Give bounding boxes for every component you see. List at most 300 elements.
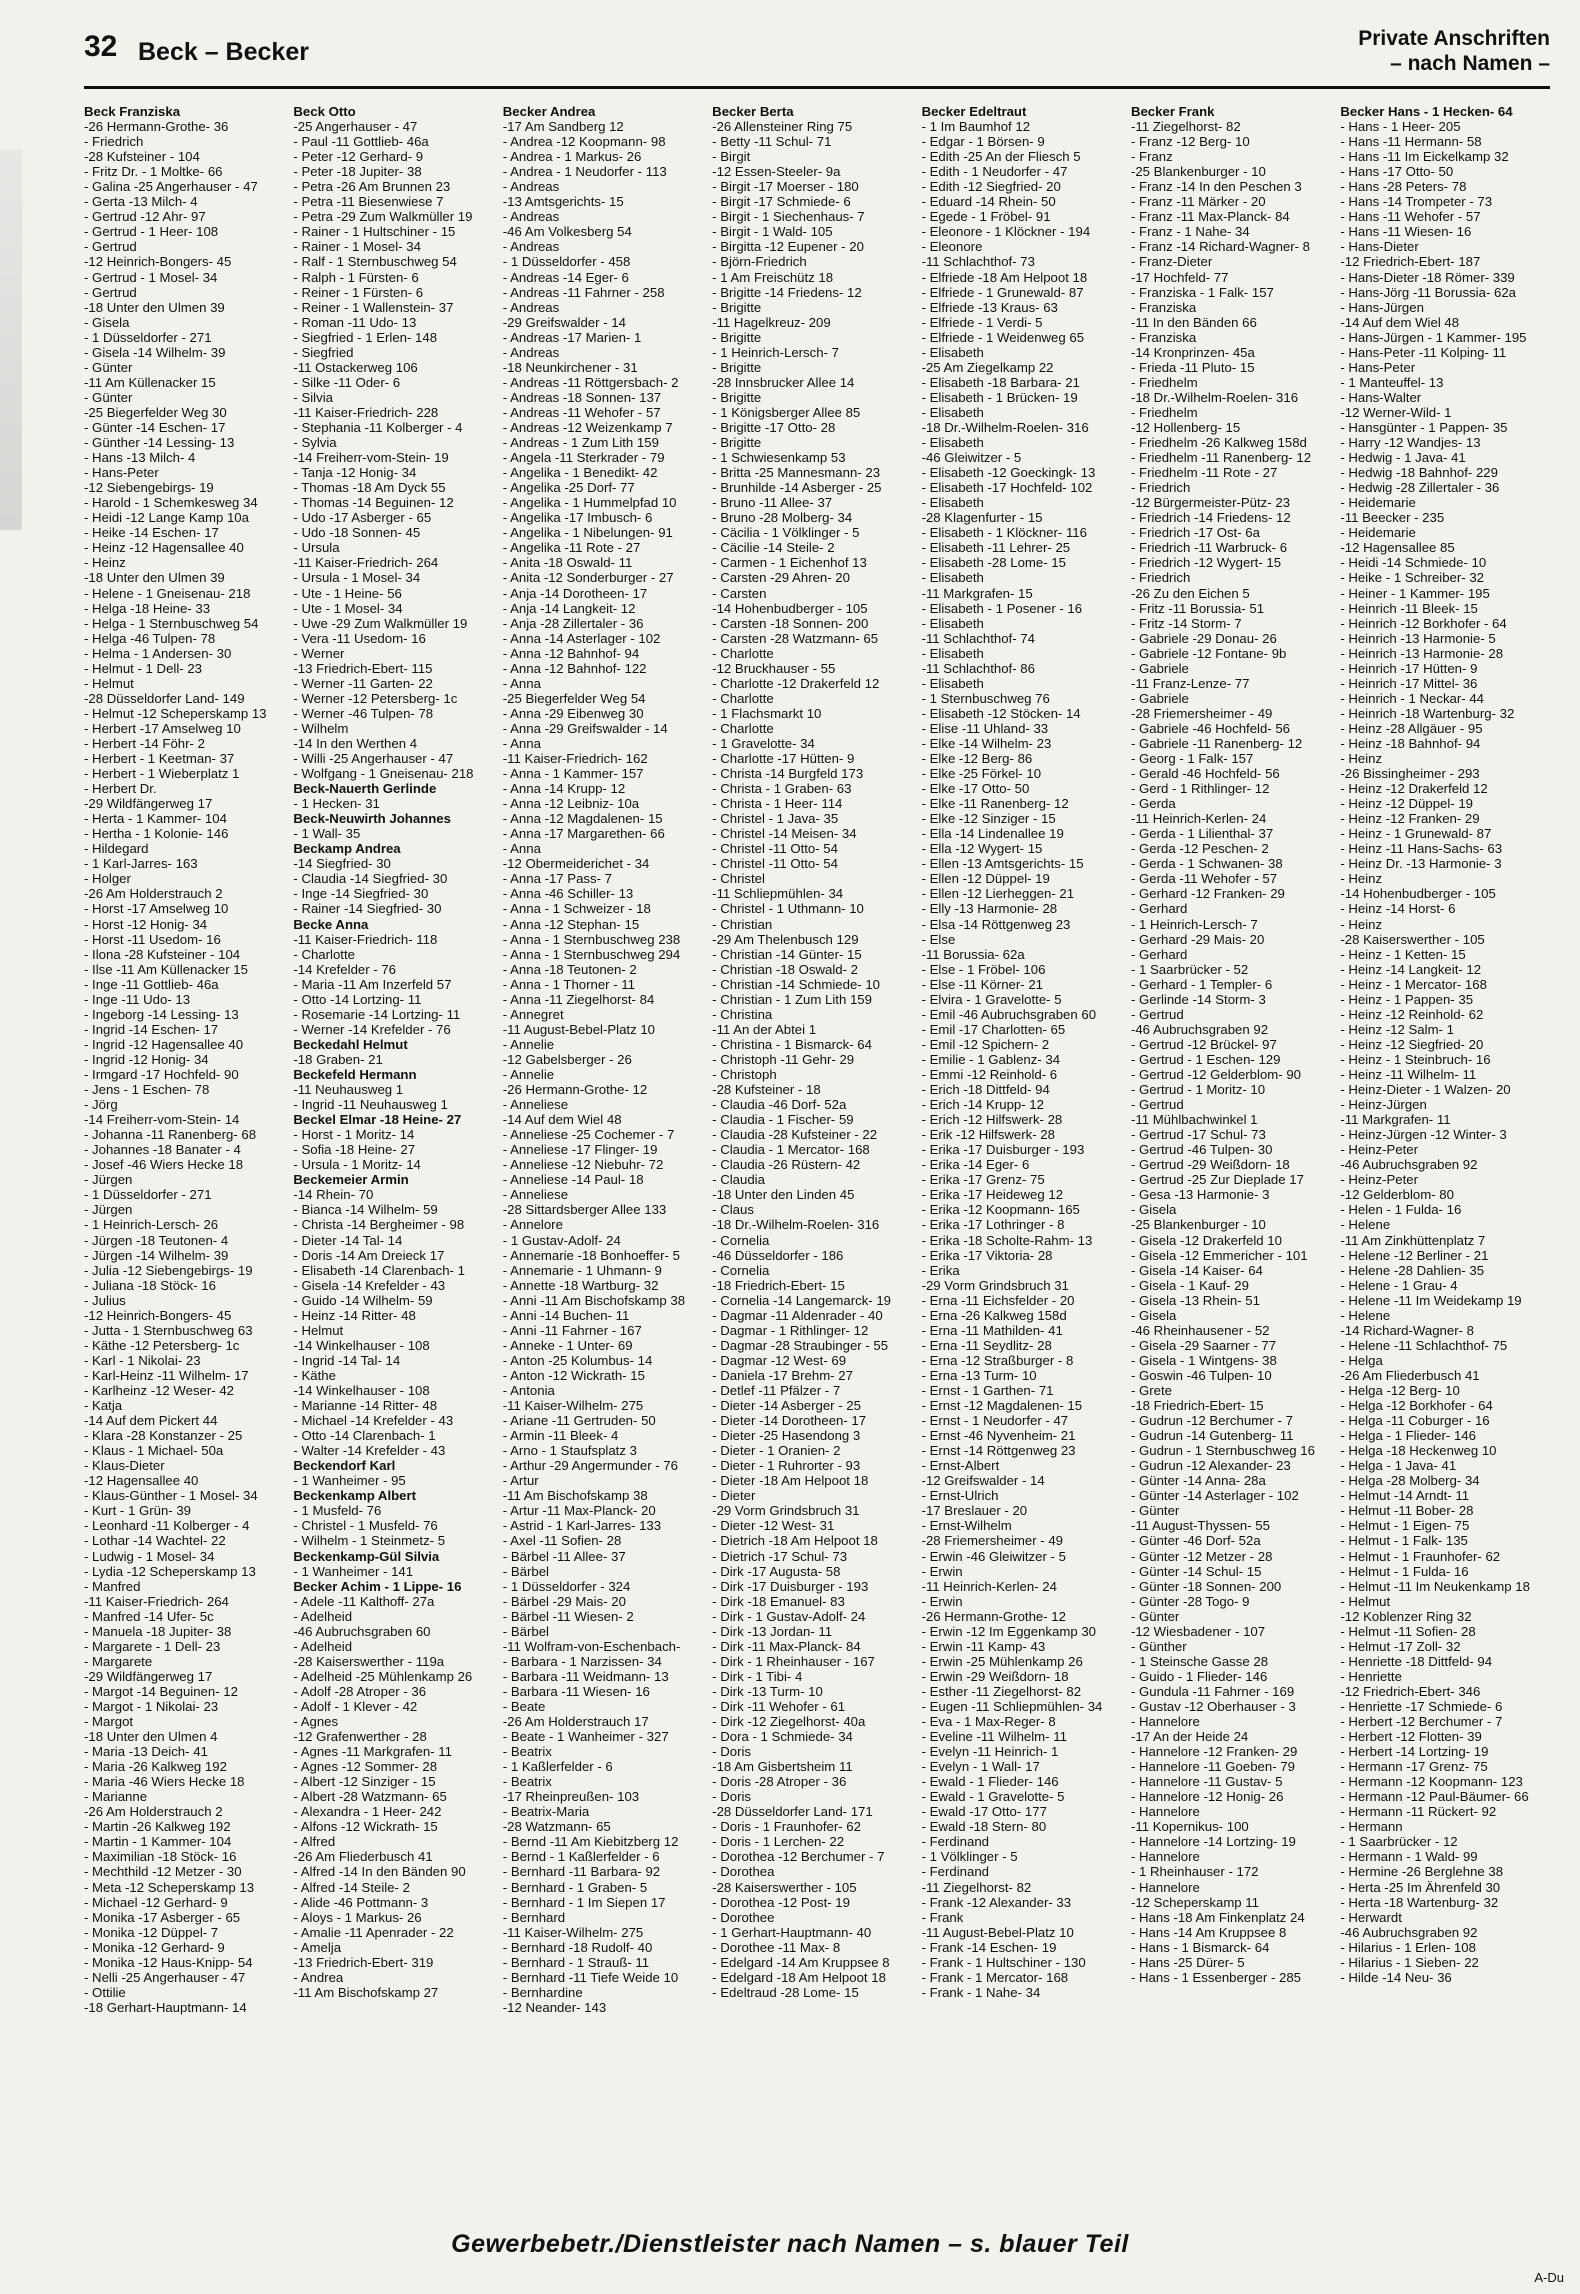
directory-entry: - Alfred — [293, 1834, 336, 1850]
directory-entry: - Helmut -12 Scheperskamp 13 — [84, 705, 267, 721]
directory-entry: - Helene — [1340, 1307, 1391, 1323]
directory-entry: - 1 Saarbrücker - 12 — [1340, 1834, 1458, 1850]
directory-entry: - Amelja — [293, 1939, 342, 1955]
directory-entry: - Elke -11 Ranenberg- 12 — [921, 796, 1069, 812]
directory-entry: - Gisela - 1 Kauf- 29 — [1130, 1277, 1249, 1293]
directory-entry: - Dagmar -28 Straubinger - 55 — [712, 1337, 889, 1353]
directory-entry: - Andreas -18 Sonnen- 137 — [502, 389, 662, 405]
directory-entry: - 1 Am Freischütz 18 — [712, 269, 834, 285]
directory-entry: - Gerda - 1 Lilienthal- 37 — [1130, 826, 1274, 842]
directory-entry: - Dieter — [712, 1488, 756, 1504]
directory-entry: - Dirk -17 Duisburger - 193 — [712, 1578, 869, 1594]
directory-entry: -17 Hochfeld- 77 — [1130, 269, 1229, 285]
directory-entry: - Angelika -25 Dorf- 77 — [502, 480, 635, 496]
directory-entry: -11 August-Bebel-Platz 10 — [502, 1021, 656, 1037]
directory-entry: - Heinz-Peter — [1340, 1142, 1419, 1158]
directory-entry: - Meta -12 Scheperskamp 13 — [84, 1879, 255, 1895]
directory-entry: -28 Kaiserswerther - 105 — [1340, 931, 1485, 947]
directory-entry: - Helmut — [1340, 1593, 1391, 1609]
directory-entry: - Anna -12 Bahnhof- 122 — [502, 660, 647, 676]
directory-entry: - Gerda -11 Wehofer - 57 — [1130, 871, 1278, 887]
directory-entry: - Gerd - 1 Rithlinger- 12 — [1130, 781, 1270, 797]
directory-entry: - Wilhelm — [293, 720, 349, 736]
surname-heading: Becker Achim - 1 Lippe- 16 — [293, 1578, 462, 1594]
directory-entry: - Anneliese — [502, 1097, 569, 1113]
directory-entry: - Anna -12 Leibniz- 10a — [502, 796, 640, 812]
directory-entry: - Tanja -12 Honig- 34 — [293, 465, 417, 481]
directory-entry: -12 Werner-Wild- 1 — [1340, 404, 1452, 420]
directory-entry: - Annelie — [502, 1036, 555, 1052]
directory-entry: - Anneke - 1 Unter- 69 — [502, 1337, 633, 1353]
directory-entry: - Inge -11 Udo- 13 — [84, 991, 191, 1007]
directory-entry: - Hans-Jürgen — [1340, 299, 1424, 315]
directory-entry: - Friedhelm -11 Ranenberg- 12 — [1130, 450, 1312, 466]
directory-entry: - Alfons -12 Wickrath- 15 — [293, 1819, 438, 1835]
directory-entry: - Erich -14 Krupp- 12 — [921, 1097, 1044, 1113]
directory-entry: - Gisela — [84, 314, 130, 330]
directory-entry: - Gerhard -12 Franken- 29 — [1130, 886, 1285, 902]
directory-entry: - Franz — [1130, 149, 1173, 165]
directory-entry: - Ewald - 1 Gravelotte- 5 — [921, 1789, 1065, 1805]
directory-entry: -13 Friedrich-Ebert- 115 — [293, 660, 433, 676]
directory-entry: - Lydia -12 Scheperskamp 13 — [84, 1563, 256, 1579]
directory-entry: - Charlotte — [712, 720, 774, 736]
directory-entry: - Jörg — [84, 1097, 118, 1113]
directory-entry: - Doris -14 Am Dreieck 17 — [293, 1247, 445, 1263]
directory-entry: - Hannelore — [1130, 1804, 1200, 1820]
directory-entry: - Esther -11 Ziegelhorst- 82 — [921, 1683, 1082, 1699]
directory-entry: - Helmut -11 Sofien- 28 — [1340, 1623, 1476, 1639]
directory-entry: - Hans -28 Peters- 78 — [1340, 179, 1467, 195]
directory-entry: - Gertrud - 1 Moritz- 10 — [1130, 1082, 1266, 1098]
directory-entry: - Dagmar - 1 Rithlinger- 12 — [712, 1322, 869, 1338]
directory-entry: -11 Kaiser-Friedrich- 162 — [502, 751, 648, 767]
directory-entry: - Andreas -11 Fahrner - 258 — [502, 284, 665, 300]
directory-entry: - Gertrud — [84, 239, 137, 255]
directory-entry: - Cäcilie -14 Steile- 2 — [712, 540, 835, 556]
directory-entry: -29 Wildfängerweg 17 — [84, 796, 213, 812]
directory-entry: - Holger — [84, 871, 131, 887]
directory-entry: - Gisela - 1 Wintgens- 38 — [1130, 1352, 1277, 1368]
directory-entry: - Christina - 1 Bismarck- 64 — [712, 1036, 872, 1052]
directory-entry: - Bärbel — [502, 1563, 549, 1579]
directory-entry: - Arthur -29 Angermunder - 76 — [502, 1458, 678, 1474]
directory-entry: -11 Am Bischofskamp 38 — [502, 1488, 648, 1504]
directory-entry: - Elisabeth — [921, 435, 984, 451]
directory-entry: - Heike -14 Eschen- 17 — [84, 525, 219, 541]
directory-entry: -11 Kaiser-Wilhelm- 275 — [502, 1924, 644, 1940]
directory-entry: - Thomas -18 Am Dyck 55 — [293, 480, 446, 496]
directory-entry: - Peter -12 Gerhard- 9 — [293, 149, 424, 165]
directory-entry: - Uwe -29 Zum Walkmüller 19 — [293, 615, 468, 631]
directory-entry: - Andreas — [502, 344, 560, 360]
directory-entry: -11 Am Bischofskamp 27 — [293, 1984, 439, 2000]
directory-entry: - Hedwig -28 Zillertaler - 36 — [1340, 480, 1500, 496]
directory-entry: - Friedhelm -26 Kalkweg 158d — [1130, 435, 1307, 451]
directory-entry: - Heinz — [1340, 871, 1383, 887]
directory-entry: - Ernst-Ulrich — [921, 1488, 999, 1504]
directory-entry: -13 Friedrich-Ebert- 319 — [293, 1954, 434, 1970]
directory-entry: - Elisabeth - 1 Brücken- 19 — [921, 389, 1078, 405]
directory-entry: - Jens - 1 Eschen- 78 — [84, 1082, 210, 1098]
surname-heading: Becker Andrea — [502, 104, 596, 119]
directory-column-5 — [922, 104, 1131, 2210]
directory-entry: -11 Schlachthof- 86 — [921, 660, 1035, 676]
directory-entry: - Andreas — [502, 209, 560, 225]
directory-entry: - Heinz -12 Franken- 29 — [1340, 811, 1480, 827]
directory-entry: - 1 Saarbrücker - 52 — [1130, 961, 1249, 977]
directory-entry: - Heinrich -13 Harmonie- 5 — [1340, 630, 1496, 646]
directory-entry: - Maria -46 Wiers Hecke 18 — [84, 1774, 245, 1790]
directory-entry: -25 Blankenburger - 10 — [1130, 164, 1266, 180]
directory-entry: - Erik -12 Hilfswerk- 28 — [921, 1127, 1055, 1143]
directory-entry: - Hilarius - 1 Erlen- 108 — [1340, 1939, 1476, 1955]
directory-entry: - Elisabeth -11 Lehrer- 25 — [921, 540, 1071, 556]
directory-entry: - Elisabeth -12 Stöcken- 14 — [921, 705, 1081, 721]
directory-entry: - Inge -11 Gottlieb- 46a — [84, 976, 219, 992]
directory-entry: - 1 Wall- 35 — [293, 826, 361, 842]
surname-heading: Beckenkamp-Gül Silvia — [293, 1548, 440, 1564]
directory-entry: - Dorothee — [712, 1909, 775, 1925]
directory-entry: - Elvira - 1 Gravelotte- 5 — [921, 991, 1062, 1007]
directory-entry: - Andrea - 1 Neudorfer - 113 — [502, 164, 667, 180]
directory-entry: - Ludwig - 1 Mosel- 34 — [84, 1548, 215, 1564]
directory-entry: - Hans-Jürgen - 1 Kammer- 195 — [1340, 329, 1527, 345]
directory-entry: -18 Unter den Ulmen 4 — [84, 1729, 218, 1745]
directory-entry: - Herbert -17 Amselweg 10 — [84, 720, 241, 736]
directory-entry: -11 Beecker - 235 — [1340, 510, 1445, 526]
directory-entry: - Jürgen — [84, 1202, 133, 1218]
directory-entry: - Hans -13 Milch- 4 — [84, 450, 196, 466]
directory-entry: - Elfriede -18 Am Helpoot 18 — [921, 269, 1088, 285]
directory-entry: - Else -11 Körner- 21 — [921, 976, 1043, 992]
directory-entry: - 1 Hecken- 31 — [293, 796, 380, 812]
directory-entry: - Helmut -11 Im Neukenkamp 18 — [1340, 1578, 1530, 1594]
directory-entry: - Emil -12 Spichern- 2 — [921, 1036, 1050, 1052]
directory-entry: - Monika -12 Haus-Knipp- 54 — [84, 1954, 253, 1970]
directory-entry: - Günther -14 Lessing- 13 — [84, 435, 235, 451]
directory-entry: - Angelika - 1 Benedikt- 42 — [502, 465, 658, 481]
directory-entry: - Angelika -11 Rote - 27 — [502, 540, 641, 556]
directory-entry: - Ewald -17 Otto- 177 — [921, 1804, 1047, 1820]
directory-entry: -28 Kufsteiner - 18 — [712, 1082, 821, 1098]
directory-entry: - Elfriede - 1 Weidenweg 65 — [921, 329, 1085, 345]
directory-entry: - Mechthild -12 Metzer - 30 — [84, 1864, 242, 1880]
directory-entry: - Dirk - 1 Rheinhauser - 167 — [712, 1653, 875, 1669]
directory-entry: -29 Vorm Grindsbruch 31 — [712, 1503, 860, 1519]
directory-entry: - Erna -26 Kalkweg 158d — [921, 1307, 1067, 1323]
directory-entry: - Anni -14 Buchen- 11 — [502, 1307, 630, 1323]
directory-entry: - Helene -11 Im Weidekamp 19 — [1340, 1292, 1522, 1308]
directory-entry: - Bärbel -11 Allee- 37 — [502, 1548, 626, 1564]
directory-entry: - Günter -18 Sonnen- 200 — [1130, 1578, 1282, 1594]
directory-entry: - Brigitte — [712, 389, 762, 405]
directory-entry: - Ingrid -12 Honig- 34 — [84, 1051, 209, 1067]
directory-entry: - Hans - 1 Heer- 205 — [1340, 119, 1461, 135]
directory-entry: - Werner -12 Petersberg- 1c — [293, 690, 458, 706]
directory-entry: -12 Hollenberg- 15 — [1130, 419, 1241, 435]
directory-entry: - Gisela -13 Rhein- 51 — [1130, 1292, 1260, 1308]
directory-entry: - Hermann — [1340, 1819, 1403, 1835]
directory-entry: -11 Schliepmühlen- 34 — [712, 886, 844, 902]
directory-entry: -26 Zu den Eichen 5 — [1130, 585, 1250, 601]
directory-entry: - Elsa -14 Röttgenweg 23 — [921, 916, 1071, 932]
directory-entry: -12 Hagensallee 40 — [84, 1473, 199, 1489]
directory-entry: - Anneliese -12 Niebuhr- 72 — [502, 1157, 664, 1173]
directory-entry: -11 Heinrich-Kerlen- 24 — [1130, 811, 1267, 827]
directory-entry: - Helmut - 1 Eigen- 75 — [1340, 1518, 1470, 1534]
directory-entry: - Henriette — [1340, 1668, 1402, 1684]
directory-entry: -12 Bürgermeister-Pütz- 23 — [1130, 495, 1290, 511]
directory-entry: - Brigitte — [712, 299, 762, 315]
directory-entry: - Heinz-Jürgen -12 Winter- 3 — [1340, 1127, 1507, 1143]
directory-entry: - Petra -11 Biesenwiese 7 — [293, 194, 444, 210]
directory-entry: - 1 Wanheimer - 95 — [293, 1473, 406, 1489]
directory-entry: - Andreas -14 Eger- 6 — [502, 269, 629, 285]
directory-entry: - Helen - 1 Fulda- 16 — [1340, 1202, 1462, 1218]
directory-entry: -11 Ziegelhorst- 82 — [921, 1879, 1032, 1895]
directory-entry: -12 Friedrich-Ebert- 346 — [1340, 1683, 1481, 1699]
directory-entry: - Björn-Friedrich — [712, 254, 807, 270]
directory-entry: - Barbara -11 Wiesen- 16 — [502, 1683, 650, 1699]
directory-entry: - Hans -11 Im Eickelkamp 32 — [1340, 149, 1509, 165]
directory-entry: -12 Grafenwerther - 28 — [293, 1729, 427, 1745]
directory-entry: - Franziska - 1 Falk- 157 — [1130, 284, 1274, 300]
directory-entry: - Heinz-Peter — [1340, 1172, 1419, 1188]
directory-entry: - Elisabeth — [921, 495, 984, 511]
directory-entry: - Artur -11 Max-Planck- 20 — [502, 1503, 656, 1519]
directory-entry: - Edgar - 1 Börsen- 9 — [921, 134, 1045, 150]
directory-entry: - Herbert Dr. — [84, 781, 157, 797]
directory-entry: - Christel -11 Otto- 54 — [712, 856, 838, 872]
directory-entry: -11 Am Zinkhüttenplatz 7 — [1340, 1232, 1486, 1248]
directory-entry: - Gerald -46 Hochfeld- 56 — [1130, 766, 1280, 782]
directory-entry: - Erika -17 Grenz- 75 — [921, 1172, 1045, 1188]
directory-entry: - Andreas — [502, 299, 560, 315]
directory-entry: - Dirk -12 Ziegelhorst- 40a — [712, 1714, 866, 1730]
directory-entry: - Dietrich -17 Schul- 73 — [712, 1548, 848, 1564]
directory-entry: - Julius — [84, 1292, 126, 1308]
directory-entry: -11 Kopernikus- 100 — [1130, 1819, 1249, 1835]
directory-entry: - Doris - 1 Lerchen- 22 — [712, 1834, 845, 1850]
directory-entry: -18 Friedrich-Ebert- 15 — [1130, 1398, 1264, 1414]
directory-entry: - 1 Düsseldorfer - 271 — [84, 329, 212, 345]
directory-entry: - Heinz - 1 Pappen- 35 — [1340, 991, 1474, 1007]
directory-entry: - Werner -46 Tulpen- 78 — [293, 705, 434, 721]
directory-entry: -14 Winkelhauser - 108 — [293, 1382, 430, 1398]
directory-entry: - Helga -11 Coburger - 16 — [1340, 1413, 1490, 1429]
directory-entry: - Guido - 1 Flieder- 146 — [1130, 1668, 1268, 1684]
directory-entry: - Helma - 1 Andersen- 30 — [84, 645, 232, 661]
directory-entry: - Horst - 1 Moritz- 14 — [293, 1127, 415, 1143]
directory-entry: - Heinrich -13 Harmonie- 28 — [1340, 645, 1504, 661]
directory-entry: - Helga — [1340, 1352, 1383, 1368]
directory-entry: -14 Richard-Wagner- 8 — [1340, 1322, 1474, 1338]
directory-entry: - Helga -28 Molberg- 34 — [1340, 1473, 1480, 1489]
surname-heading: Becker Hans - 1 Hecken- 64 — [1340, 104, 1513, 119]
directory-entry: - Hans-Dieter — [1340, 239, 1419, 255]
directory-entry: -28 Watzmann- 65 — [502, 1819, 611, 1835]
directory-entry: - Anja -14 Langkeit- 12 — [502, 600, 636, 616]
directory-entry: - Heidi -12 Lange Kamp 10a — [84, 510, 249, 526]
directory-entry: - Harry -12 Wandjes- 13 — [1340, 435, 1481, 451]
directory-entry: - Harold - 1 Schemkesweg 34 — [84, 495, 258, 511]
directory-entry: - Gertrud - 1 Heer- 108 — [84, 224, 219, 240]
directory-entry: - Juliana -18 Stöck- 16 — [84, 1277, 216, 1293]
directory-entry: -11 Wolfram-von-Eschenbach- — [502, 1638, 681, 1654]
directory-entry: - Erwin — [921, 1563, 963, 1579]
directory-entry: - Anneliese — [502, 1187, 569, 1203]
directory-entry: - Agnes -11 Markgrafen- 11 — [293, 1744, 452, 1760]
directory-entry: - Friedrich -11 Warbruck- 6 — [1130, 540, 1288, 556]
directory-entry: - Beate — [502, 1698, 546, 1714]
directory-entry: - Frank -14 Eschen- 19 — [921, 1939, 1057, 1955]
directory-entry: - Petra -26 Am Brunnen 23 — [293, 179, 451, 195]
directory-entry: - Elisabeth -17 Hochfeld- 102 — [921, 480, 1093, 496]
directory-entry: - Helga - 1 Java- 41 — [1340, 1458, 1457, 1474]
directory-entry: - Heinz - 1 Steinbruch- 16 — [1340, 1051, 1491, 1067]
directory-entry: - Britta -25 Mannesmann- 23 — [712, 465, 881, 481]
directory-entry: - Hermann -17 Grenz- 75 — [1340, 1759, 1488, 1775]
directory-entry: - 1 Gustav-Adolf- 24 — [502, 1232, 621, 1248]
directory-entry: - Andreas -12 Weizenkamp 7 — [502, 419, 673, 435]
directory-entry: - Dirk - 1 Tibi- 4 — [712, 1668, 803, 1684]
directory-entry: - 1 Düsseldorfer - 458 — [502, 254, 631, 270]
directory-entry: - Hannelore — [1130, 1879, 1200, 1895]
directory-entry: - Georg - 1 Falk- 157 — [1130, 751, 1254, 767]
directory-entry: - Bianca -14 Wilhelm- 59 — [293, 1202, 438, 1218]
directory-entry: - Friedrich -14 Friedens- 12 — [1130, 510, 1291, 526]
directory-entry: -18 Am Gisbertsheim 11 — [712, 1759, 853, 1775]
directory-entry: - Doris - 1 Fraunhofer- 62 — [712, 1819, 861, 1835]
directory-entry: - Dirk -17 Augusta- 58 — [712, 1563, 841, 1579]
directory-entry: -12 Heinrich-Bongers- 45 — [84, 254, 232, 270]
directory-entry: - Hans-Peter — [84, 465, 159, 481]
directory-entry: - Helene - 1 Gneisenau- 218 — [84, 585, 251, 601]
directory-entry: - Helmut -11 Bober- 28 — [1340, 1503, 1474, 1519]
directory-entry: - Heiner - 1 Kammer- 195 — [1340, 585, 1490, 601]
directory-entry: - Franz -11 Max-Planck- 84 — [1130, 209, 1290, 225]
directory-entry: -14 Hohenbudberger - 105 — [712, 600, 868, 616]
directory-entry: - Anna -12 Magdalenen- 15 — [502, 811, 663, 827]
directory-entry: - Anna -12 Bahnhof- 94 — [502, 645, 640, 661]
directory-entry: - Gerhard -29 Mais- 20 — [1130, 931, 1265, 947]
directory-entry: - Galina -25 Angerhauser - 47 — [84, 179, 258, 195]
directory-entry: - Hannelore -11 Gustav- 5 — [1130, 1774, 1283, 1790]
directory-entry: - Gabriele -46 Hochfeld- 56 — [1130, 720, 1291, 736]
directory-entry: -11 Schlachthof- 74 — [921, 630, 1035, 646]
directory-entry: - Christoph -11 Gehr- 29 — [712, 1051, 855, 1067]
directory-entry: - Anneliese -25 Cochemer - 7 — [502, 1127, 675, 1143]
directory-entry: -12 Bruckhauser - 55 — [712, 660, 836, 676]
directory-entry: - Christian -14 Günter- 15 — [712, 946, 862, 962]
directory-entry: - Claudia - 1 Fischer- 59 — [712, 1112, 854, 1128]
directory-entry: - Heinz — [1340, 751, 1383, 767]
directory-entry: - Eleonore - 1 Klöckner - 194 — [921, 224, 1091, 240]
directory-entry: - Birgit -17 Moerser - 180 — [712, 179, 859, 195]
directory-entry: - Anna -14 Asterlager - 102 — [502, 630, 661, 646]
directory-entry: - Christel — [712, 871, 765, 887]
directory-entry: - Bernhard -11 Barbara- 92 — [502, 1864, 661, 1880]
directory-columns — [84, 104, 1550, 2210]
directory-entry: - Gerta -13 Milch- 4 — [84, 194, 198, 210]
directory-entry: - Gerda -12 Peschen- 2 — [1130, 841, 1269, 857]
directory-entry: -12 Koblenzer Ring 32 — [1340, 1608, 1472, 1624]
directory-entry: - Hermine -26 Berglehne 38 — [1340, 1864, 1504, 1880]
directory-entry: - Albert -12 Sinziger - 15 — [293, 1774, 436, 1790]
directory-entry: - Marianne — [84, 1789, 148, 1805]
directory-entry: - Agnes — [293, 1714, 339, 1730]
directory-entry: - Frank - 1 Hultschiner - 130 — [921, 1954, 1086, 1970]
directory-entry: - Heinz -14 Langkeit- 12 — [1340, 961, 1482, 977]
directory-entry: - Erwin -46 Gleiwitzer - 5 — [921, 1548, 1066, 1564]
directory-entry: - Maria -13 Deich- 41 — [84, 1744, 208, 1760]
directory-entry: -25 Blankenburger - 10 — [1130, 1217, 1266, 1233]
directory-entry: - Elfriede -13 Kraus- 63 — [921, 299, 1058, 315]
directory-entry: - Emil -46 Aubruchsgraben 60 — [921, 1006, 1097, 1022]
directory-entry: - Dirk -11 Max-Planck- 84 — [712, 1638, 861, 1654]
directory-entry: - Herta -18 Wartenburg- 32 — [1340, 1894, 1499, 1910]
directory-entry: - Erwin -11 Kamp- 43 — [921, 1638, 1046, 1654]
directory-entry: - Anton -25 Kolumbus- 14 — [502, 1352, 653, 1368]
directory-entry: - Horst -11 Usedom- 16 — [84, 931, 221, 947]
directory-entry: - Brigitte — [712, 435, 762, 451]
directory-entry: - Gertrud -29 Weißdorn- 18 — [1130, 1157, 1290, 1173]
directory-entry: - 1 Heinrich-Lersch- 7 — [1130, 916, 1258, 932]
directory-entry: - Hannelore -14 Lortzing- 19 — [1130, 1834, 1296, 1850]
directory-entry: -14 Freiherr-vom-Stein- 14 — [84, 1112, 240, 1128]
directory-entry: - Adelheid -25 Mühlenkamp 26 — [293, 1668, 473, 1684]
directory-entry: -17 An der Heide 24 — [1130, 1729, 1249, 1745]
directory-entry: - Helene -11 Schlachthof- 75 — [1340, 1337, 1508, 1353]
directory-entry: - Andreas — [502, 239, 560, 255]
directory-entry: - 1 Karl-Jarres- 163 — [84, 856, 198, 872]
directory-entry: -25 Biegerfelder Weg 54 — [502, 690, 646, 706]
directory-entry: -26 Allensteiner Ring 75 — [712, 119, 853, 135]
directory-entry: - Friedrich -12 Wygert- 15 — [1130, 555, 1282, 571]
directory-entry: -26 Am Holderstrauch 2 — [84, 1804, 223, 1820]
directory-entry: - Edelgard -18 Am Helpoot 18 — [712, 1969, 886, 1985]
directory-entry: - Christa - 1 Graben- 63 — [712, 781, 852, 797]
directory-entry: -14 Rhein- 70 — [293, 1187, 374, 1203]
directory-entry: - Alfred -14 Steile- 2 — [293, 1879, 410, 1895]
directory-entry: -28 Kufsteiner - 104 — [84, 149, 200, 165]
directory-entry: - Gundula -11 Fahrner - 169 — [1130, 1683, 1295, 1699]
directory-entry: - Erika -18 Scholte-Rahm- 13 — [921, 1232, 1093, 1248]
directory-entry: - Käthe -12 Petersberg- 1c — [84, 1337, 240, 1353]
directory-entry: - Erich -18 Dittfeld- 94 — [921, 1082, 1050, 1098]
directory-entry: - Hans - 1 Bismarck- 64 — [1130, 1939, 1270, 1955]
directory-entry: - Franz -14 Richard-Wagner- 8 — [1130, 239, 1311, 255]
directory-entry: - Edith - 1 Neudorfer - 47 — [921, 164, 1068, 180]
directory-entry: - Karl-Heinz -11 Wilhelm- 17 — [84, 1367, 249, 1383]
directory-entry: - 1 Sternbuschweg 76 — [921, 690, 1050, 706]
surname-heading: Beckedahl Helmut — [293, 1036, 408, 1052]
directory-entry: - Adolf -28 Atroper - 36 — [293, 1683, 427, 1699]
directory-entry: - Anna -29 Eibenweg 30 — [502, 705, 644, 721]
directory-entry: - Herbert -14 Lortzing- 19 — [1340, 1744, 1489, 1760]
directory-entry: - Anton -12 Wickrath- 15 — [502, 1367, 645, 1383]
directory-entry: -12 Friedrich-Ebert- 187 — [1340, 254, 1481, 270]
directory-entry: - Dirk -13 Jordan- 11 — [712, 1623, 833, 1639]
directory-entry: - Ottilie — [84, 1984, 126, 2000]
directory-entry: -11 Ziegelhorst- 82 — [1130, 119, 1241, 135]
directory-entry: - Gudrun - 1 Sternbuschweg 16 — [1130, 1443, 1315, 1459]
directory-entry: - Erna -13 Turm- 10 — [921, 1367, 1037, 1383]
directory-entry: - Wilhelm - 1 Steinmetz- 5 — [293, 1533, 446, 1549]
directory-entry: -46 Düsseldorfer - 186 — [712, 1247, 844, 1263]
directory-entry: - Bruno -11 Allee- 37 — [712, 495, 833, 511]
